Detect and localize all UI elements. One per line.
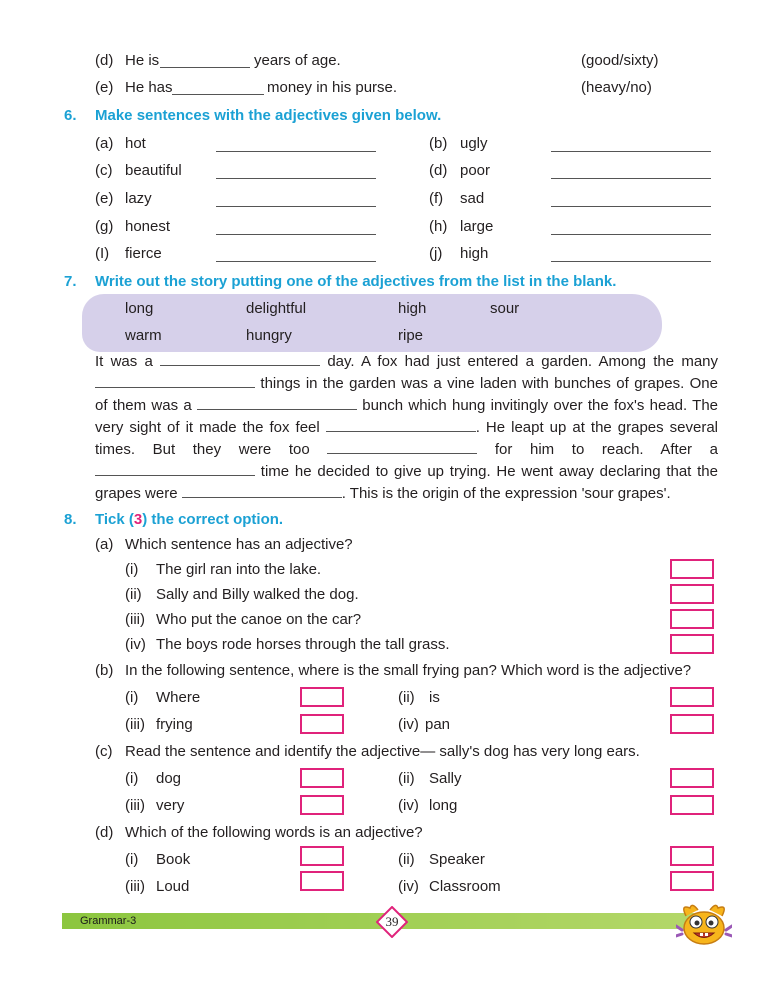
word-option: sour	[490, 300, 520, 317]
option-text: pan	[425, 716, 451, 733]
sentence-blank[interactable]	[216, 206, 376, 207]
adjective-word: large	[460, 218, 494, 235]
tick-box[interactable]	[300, 687, 344, 707]
item-label: (c)	[95, 162, 113, 179]
sentence-blank[interactable]	[216, 261, 376, 262]
story-blank[interactable]	[160, 353, 320, 366]
tick-box[interactable]	[670, 846, 714, 866]
answer-blank[interactable]	[160, 67, 250, 68]
option-text: long	[429, 797, 458, 814]
option-text: very	[156, 797, 185, 814]
story-paragraph	[95, 351, 718, 505]
story-text: bunch which hung invitingly over the fox's head. The very sight of it made the fox feel	[95, 397, 719, 436]
option-text: is	[429, 689, 440, 706]
item-hint: (heavy/no)	[581, 79, 652, 96]
option-label: (i)	[125, 770, 139, 787]
story-text: It was a	[95, 353, 153, 370]
story-blank[interactable]	[197, 397, 357, 410]
story-text: things in the garden was a vine laden with bunches of grapes. One of them was a	[95, 375, 718, 414]
item-label: (b)	[429, 135, 448, 152]
tick-box[interactable]	[300, 714, 344, 734]
word-list-box	[82, 294, 662, 352]
adjective-word: lazy	[125, 190, 152, 207]
item-hint: (good/sixty)	[581, 52, 659, 69]
item-label: (e)	[95, 190, 114, 207]
tick-box[interactable]	[300, 795, 344, 815]
word-option: warm	[125, 327, 162, 344]
item-text: He is	[125, 52, 160, 69]
word-option: hungry	[246, 327, 292, 344]
tick-box[interactable]	[300, 846, 344, 866]
item-label: (d)	[429, 162, 448, 179]
story-text: for him to reach. After a	[494, 441, 718, 458]
item-text: He has	[125, 79, 173, 96]
item-label: (a)	[95, 135, 114, 152]
item-label: (c)	[95, 743, 113, 760]
adjective-word: fierce	[125, 245, 162, 262]
word-option: delightful	[246, 300, 307, 317]
sentence-blank[interactable]	[551, 206, 711, 207]
book-title: Grammar-3	[80, 915, 137, 927]
sentence-blank[interactable]	[216, 234, 376, 235]
tick-box[interactable]	[670, 559, 714, 579]
option-label: (i)	[125, 851, 139, 868]
option-text: dog	[156, 770, 182, 787]
tick-box[interactable]	[670, 687, 714, 707]
option-label: (iv)	[398, 716, 419, 733]
sentence-blank[interactable]	[551, 178, 711, 179]
word-option: long	[125, 300, 154, 317]
heading-text: Tick (	[95, 511, 134, 528]
story-blank[interactable]	[182, 485, 342, 498]
item-label: (a)	[95, 536, 114, 553]
story-text: day. A fox had just entered a garden. Among the many	[327, 353, 719, 370]
sentence-blank[interactable]	[216, 178, 376, 179]
item-text: years of age.	[254, 52, 341, 69]
question-text: Which sentence has an adjective?	[125, 536, 353, 553]
option-text: Book	[156, 851, 191, 868]
option-label: (iii)	[125, 878, 145, 895]
item-label: (b)	[95, 662, 114, 679]
option-text: Loud	[156, 878, 190, 895]
sentence-blank[interactable]	[551, 151, 711, 152]
option-label: (ii)	[398, 851, 415, 868]
item-label: (d)	[95, 52, 114, 69]
heading-text: ) the correct option.	[142, 511, 284, 528]
option-text: Classroom	[429, 878, 501, 895]
option-label: (iii)	[125, 716, 145, 733]
tick-box[interactable]	[670, 768, 714, 788]
tick-mark-symbol: 3	[133, 511, 143, 528]
question-text: Which of the following words is an adjective?	[125, 824, 423, 841]
option-text: The boys rode horses through the tall grass.	[156, 636, 450, 653]
item-label: (f)	[429, 190, 444, 207]
tick-box[interactable]	[670, 584, 714, 604]
question-text: Read the sentence and identify the adjective— sally's dog has very long ears.	[125, 743, 640, 760]
tick-box[interactable]	[670, 871, 714, 891]
story-text: . This is the origin of the expression 'sour grapes'.	[341, 485, 671, 502]
option-label: (iii)	[125, 797, 145, 814]
item-label: (j)	[429, 245, 443, 262]
option-label: (iv)	[398, 878, 419, 895]
adjective-word: honest	[125, 218, 171, 235]
item-label: (d)	[95, 824, 114, 841]
tick-box[interactable]	[670, 714, 714, 734]
option-text: Who put the canoe on the car?	[156, 611, 362, 628]
option-label: (ii)	[398, 689, 415, 706]
item-text: money in his purse.	[267, 79, 398, 96]
tick-box[interactable]	[300, 768, 344, 788]
adjective-word: ugly	[460, 135, 488, 152]
question-text: In the following sentence, where is the small frying pan? Which word is the adjective?	[125, 662, 692, 679]
adjective-word: poor	[460, 162, 491, 179]
sentence-blank[interactable]	[551, 261, 711, 262]
option-label: (i)	[125, 689, 139, 706]
option-label: (iii)	[125, 611, 145, 628]
answer-blank[interactable]	[172, 94, 264, 95]
tick-box[interactable]	[670, 795, 714, 815]
option-label: (iv)	[398, 797, 419, 814]
option-text: Speaker	[429, 851, 485, 868]
page-number-badge	[376, 906, 408, 938]
question-heading	[95, 511, 283, 529]
adjective-word: high	[460, 245, 489, 262]
option-text: frying	[156, 716, 193, 733]
story-blank[interactable]	[95, 375, 255, 388]
option-text: Sally and Billy walked the dog.	[156, 586, 359, 603]
option-text: Where	[156, 689, 201, 706]
adjective-word: hot	[125, 135, 146, 152]
option-label: (iv)	[125, 636, 146, 653]
sentence-blank[interactable]	[216, 151, 376, 152]
question-heading: Write out the story putting one of the adjectives from the list in the blank.	[95, 273, 617, 290]
page-number: 39	[385, 914, 399, 929]
tick-box[interactable]	[300, 871, 344, 891]
item-label: (g)	[95, 218, 114, 235]
tick-box[interactable]	[670, 634, 714, 654]
story-blank[interactable]	[326, 419, 476, 432]
story-blank[interactable]	[327, 441, 477, 454]
question-number: 7.	[64, 273, 77, 290]
question-number: 6.	[64, 107, 77, 124]
option-text: Sally	[429, 770, 462, 787]
story-text: time he decided to give up trying. He went away declaring that the grapes were	[95, 463, 718, 502]
sentence-blank[interactable]	[551, 234, 711, 235]
adjective-word: beautiful	[125, 162, 182, 179]
question-heading: Make sentences with the adjectives given below.	[95, 107, 442, 124]
word-option: high	[398, 300, 427, 317]
item-label: (e)	[95, 79, 114, 96]
option-label: (ii)	[398, 770, 415, 787]
question-number: 8.	[64, 511, 77, 528]
tick-box[interactable]	[670, 609, 714, 629]
option-label: (ii)	[125, 586, 142, 603]
option-label: (i)	[125, 561, 139, 578]
story-text: . He leapt up at the grapes several times. But they were too	[95, 419, 718, 458]
word-option: ripe	[398, 327, 424, 344]
item-label: (h)	[429, 218, 448, 235]
mascot-icon	[676, 898, 732, 951]
adjective-word: sad	[460, 190, 485, 207]
story-blank[interactable]	[95, 463, 255, 476]
option-text: The girl ran into the lake.	[156, 561, 322, 578]
item-label: (I)	[95, 245, 110, 262]
